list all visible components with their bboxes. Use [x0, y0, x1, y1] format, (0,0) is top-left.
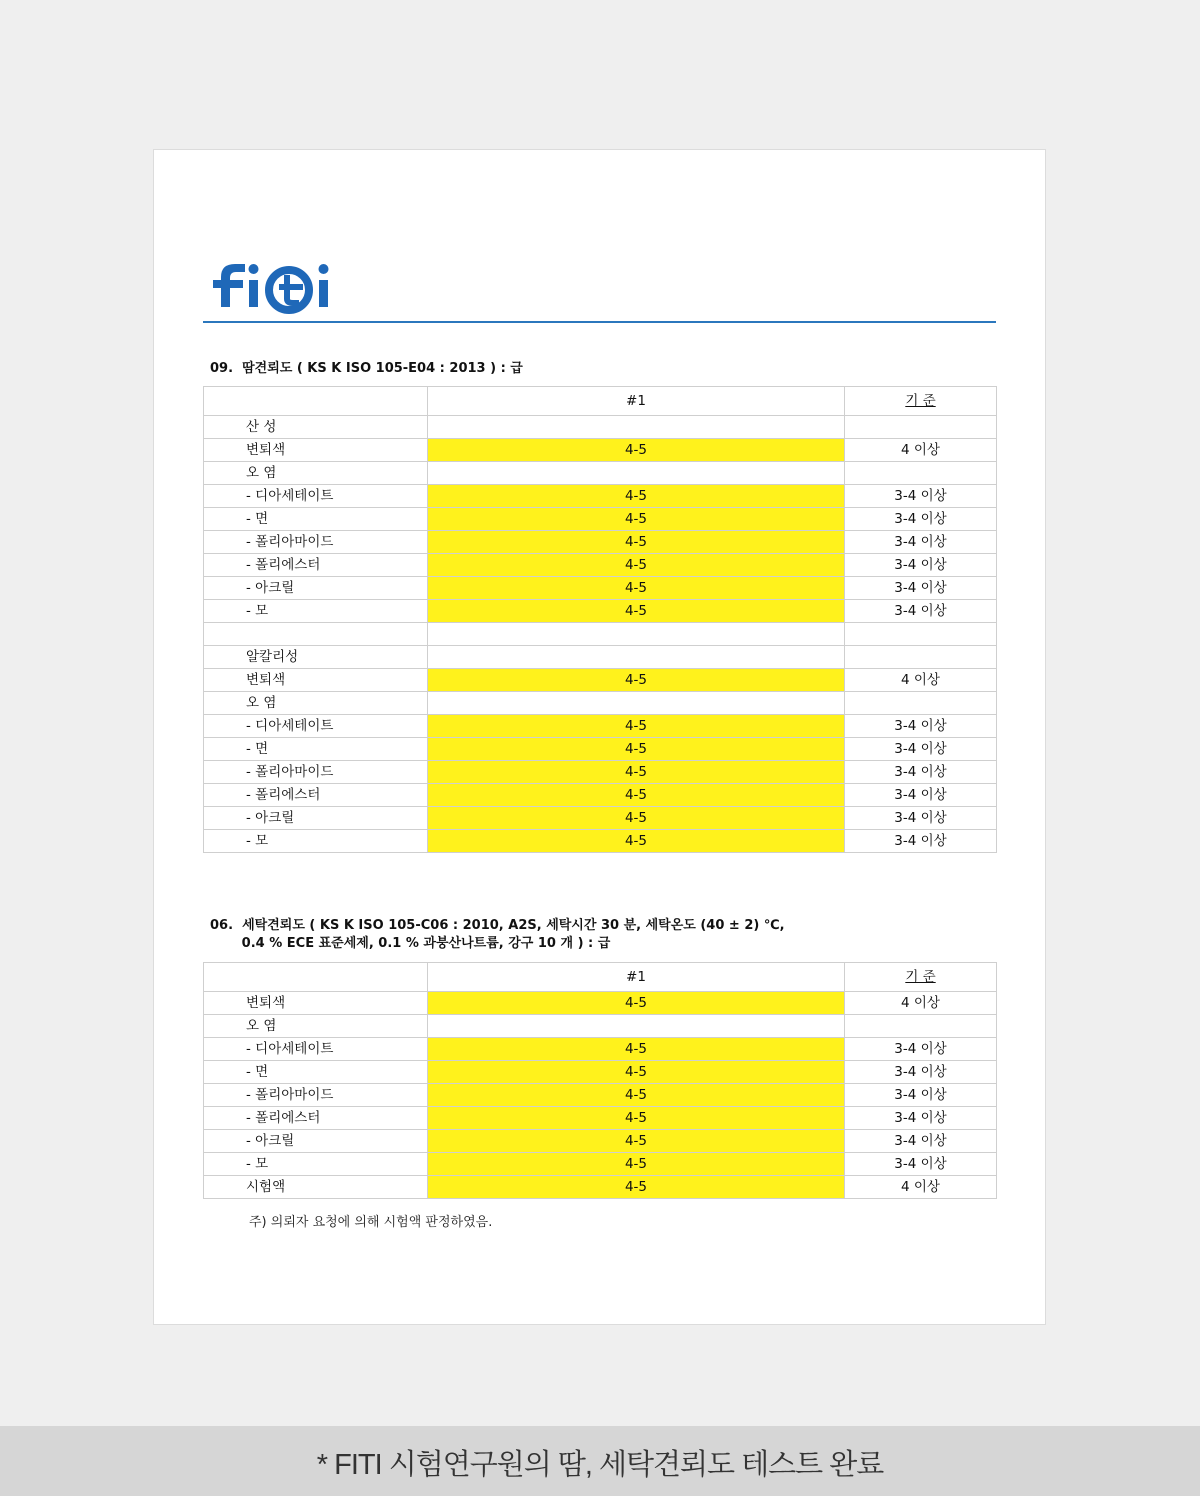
row-standard	[845, 692, 997, 715]
row-grade: 4-5	[428, 830, 845, 853]
row-grade	[428, 462, 845, 485]
table-row	[204, 1015, 997, 1038]
row-grade: 4-5	[428, 508, 845, 531]
table-header-row	[204, 387, 997, 416]
row-label: 변퇴색	[204, 669, 428, 692]
table-row	[204, 738, 997, 761]
table-header-row	[204, 963, 997, 992]
table-row	[204, 416, 997, 439]
row-grade: 4-5	[428, 600, 845, 623]
row-standard: 3-4 이상	[845, 1107, 997, 1130]
table-row	[204, 577, 997, 600]
row-label: 알칼리성	[204, 646, 428, 669]
table-row	[204, 692, 997, 715]
row-standard: 4 이상	[845, 1176, 997, 1199]
row-standard: 3-4 이상	[845, 761, 997, 784]
row-label: - 폴리아마이드	[204, 1084, 428, 1107]
fiti-logo-mark	[211, 247, 361, 317]
row-standard: 3-4 이상	[845, 1153, 997, 1176]
header-label-cell	[204, 963, 428, 992]
table-row	[204, 646, 997, 669]
row-grade: 4-5	[428, 1084, 845, 1107]
row-grade: 4-5	[428, 1107, 845, 1130]
row-label: - 폴리에스터	[204, 784, 428, 807]
row-label: 오 염	[204, 692, 428, 715]
row-label: 시험액	[204, 1176, 428, 1199]
table-row	[204, 1061, 997, 1084]
row-standard: 3-4 이상	[845, 577, 997, 600]
row-standard: 3-4 이상	[845, 1084, 997, 1107]
row-grade: 4-5	[428, 669, 845, 692]
table-row	[204, 623, 997, 646]
row-grade	[428, 692, 845, 715]
row-grade	[428, 416, 845, 439]
row-standard	[845, 623, 997, 646]
row-label: 변퇴색	[204, 439, 428, 462]
row-grade: 4-5	[428, 1153, 845, 1176]
row-label: - 아크릴	[204, 577, 428, 600]
row-standard: 3-4 이상	[845, 715, 997, 738]
row-label: - 모	[204, 1153, 428, 1176]
row-grade: 4-5	[428, 738, 845, 761]
row-label: 변퇴색	[204, 992, 428, 1015]
row-label: 오 염	[204, 1015, 428, 1038]
row-label: - 폴리아마이드	[204, 531, 428, 554]
row-label	[204, 623, 428, 646]
table-row	[204, 439, 997, 462]
row-grade: 4-5	[428, 1061, 845, 1084]
washing-fastness-table	[203, 962, 997, 1199]
table-row	[204, 761, 997, 784]
row-standard: 3-4 이상	[845, 1061, 997, 1084]
table-row	[204, 1107, 997, 1130]
row-standard	[845, 416, 997, 439]
table-row	[204, 1130, 997, 1153]
table-row	[204, 992, 997, 1015]
row-standard: 4 이상	[845, 669, 997, 692]
row-standard	[845, 1015, 997, 1038]
row-grade	[428, 623, 845, 646]
row-grade: 4-5	[428, 807, 845, 830]
row-standard: 3-4 이상	[845, 600, 997, 623]
section1-title: 09. 땀견뢰도 ( KS K ISO 105-E04 : 2013 ) : 급	[210, 361, 523, 376]
section2-title-line1: 06. 세탁견뢰도 ( KS K ISO 105-C06 : 2010, A2S, 세탁시간 30 분, 세탁온도 (40 ± 2) ℃,	[210, 918, 785, 933]
row-grade: 4-5	[428, 1130, 845, 1153]
row-grade: 4-5	[428, 992, 845, 1015]
table-row	[204, 669, 997, 692]
row-standard: 3-4 이상	[845, 738, 997, 761]
row-standard: 3-4 이상	[845, 1038, 997, 1061]
row-grade	[428, 646, 845, 669]
header-label-cell	[204, 387, 428, 416]
row-label: - 디아세테이트	[204, 1038, 428, 1061]
row-grade: 4-5	[428, 761, 845, 784]
table-row	[204, 1153, 997, 1176]
row-label: 오 염	[204, 462, 428, 485]
table-row	[204, 1084, 997, 1107]
section2-title-line2: 0.4 % ECE 표준세제, 0.1 % 과붕산나트륨, 강구 10 개 ) : 급	[210, 936, 611, 951]
row-grade: 4-5	[428, 439, 845, 462]
row-grade: 4-5	[428, 1038, 845, 1061]
row-label: - 폴리에스터	[204, 1107, 428, 1130]
row-grade	[428, 1015, 845, 1038]
row-label: 산 성	[204, 416, 428, 439]
table-row	[204, 1176, 997, 1199]
row-label: - 면	[204, 1061, 428, 1084]
fiti-logo	[211, 247, 361, 317]
footer-caption: * FITI 시험연구원의 땀, 세탁견뢰도 테스트 완료	[316, 1449, 884, 1481]
header-standard: 기 준	[845, 387, 997, 416]
row-label: - 모	[204, 600, 428, 623]
table-row	[204, 554, 997, 577]
row-label: - 아크릴	[204, 1130, 428, 1153]
header-sample: #1	[428, 387, 845, 416]
footer-bar	[0, 1426, 1200, 1496]
row-standard: 4 이상	[845, 439, 997, 462]
header-sample: #1	[428, 963, 845, 992]
header-standard: 기 준	[845, 963, 997, 992]
row-label: - 폴리아마이드	[204, 761, 428, 784]
row-grade: 4-5	[428, 577, 845, 600]
row-label: - 아크릴	[204, 807, 428, 830]
row-label: - 폴리에스터	[204, 554, 428, 577]
row-grade: 4-5	[428, 554, 845, 577]
row-label: - 디아세테이트	[204, 485, 428, 508]
row-grade: 4-5	[428, 784, 845, 807]
row-standard: 3-4 이상	[845, 485, 997, 508]
row-standard: 3-4 이상	[845, 1130, 997, 1153]
table-row	[204, 531, 997, 554]
row-label: - 디아세테이트	[204, 715, 428, 738]
row-standard: 3-4 이상	[845, 508, 997, 531]
row-standard: 3-4 이상	[845, 830, 997, 853]
table-row	[204, 715, 997, 738]
row-standard: 4 이상	[845, 992, 997, 1015]
table-row	[204, 485, 997, 508]
row-label: - 면	[204, 508, 428, 531]
table-row	[204, 807, 997, 830]
table-row	[204, 462, 997, 485]
header-rule	[203, 321, 996, 323]
table-row	[204, 784, 997, 807]
row-standard: 3-4 이상	[845, 554, 997, 577]
table-row	[204, 1038, 997, 1061]
row-grade: 4-5	[428, 715, 845, 738]
row-grade: 4-5	[428, 485, 845, 508]
row-standard: 3-4 이상	[845, 531, 997, 554]
report-page	[153, 149, 1046, 1325]
table-row	[204, 508, 997, 531]
row-grade: 4-5	[428, 531, 845, 554]
row-standard: 3-4 이상	[845, 784, 997, 807]
row-standard	[845, 462, 997, 485]
perspiration-fastness-table	[203, 386, 997, 853]
footnote: 주) 의뢰자 요청에 의해 시험액 판정하였음.	[249, 1215, 493, 1230]
row-label: - 모	[204, 830, 428, 853]
table-row	[204, 600, 997, 623]
table-row	[204, 830, 997, 853]
row-standard	[845, 646, 997, 669]
row-grade: 4-5	[428, 1176, 845, 1199]
row-label: - 면	[204, 738, 428, 761]
row-standard: 3-4 이상	[845, 807, 997, 830]
